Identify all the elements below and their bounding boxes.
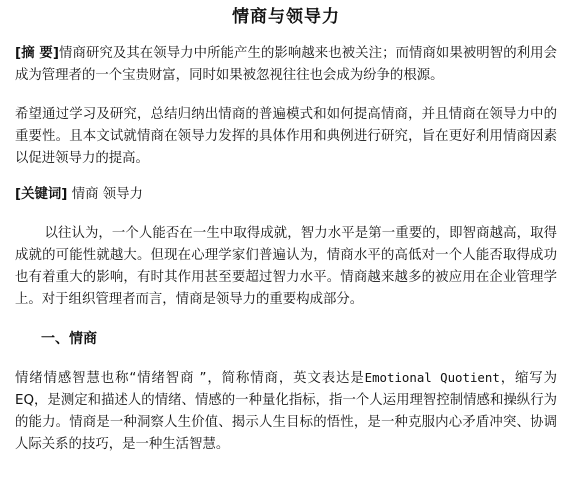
section-1-text-part2: ，缩写为EQ，是测定和描述人的情绪、情感的一种量化指标，指一个人运用理智控制情感和操纵行为的能力。情商是一种洞察人生价值、揭示人生目标的悟性，是一种克服内心矛盾冲突、协调人际关系的技巧，是一种生活智慧。: [15, 371, 557, 452]
section-1-text-part1: 情绪情感智慧也称“情绪智商 ”，简称情商，英文表达是: [15, 371, 365, 386]
purpose-paragraph: 希望通过学习及研究，总结归纳出情商的普遍模式和如何提高情商，并且情商在领导力中的重要性。且本文试就情商在领导力发挥的具体作用和典例进行研究，旨在更好利用情商因素以促进领导力的提高。: [15, 107, 557, 166]
abstract-paragraph: [15, 43, 557, 87]
document-title: 情商与领导力: [232, 7, 340, 27]
abstract-label: [摘 要]: [15, 46, 59, 61]
paragraph-spacer: [15, 350, 557, 367]
keywords-label: [关键词]: [15, 187, 68, 202]
keywords-paragraph: [15, 184, 557, 206]
section-1-english-term: Emotional Quotient: [364, 370, 500, 385]
paragraph-spacer: [15, 170, 557, 184]
keywords-text: 情商 领导力: [71, 187, 143, 202]
section-heading-emotional-quotient: 一、情商: [41, 331, 97, 347]
intro-paragraph: 以往认为，一个人能否在一生中取得成就，智力水平是第一重要的，即智商越高，取得成就的可能性就越大。但现在心理学家们普遍认为，情商水平的高低对一个人能否取得成功也有着重大的影响，有时其作用甚至要超过智力水平。情商越来越多的被应用在企业管理学上。对于组织管理者而言，情商是领导力的重要构成部分。: [15, 226, 557, 307]
paragraph-spacer: [15, 87, 557, 104]
paragraph-spacer: [15, 311, 557, 328]
section-1-paragraph: [15, 367, 557, 456]
paragraph-spacer: [15, 206, 557, 223]
abstract-text: 情商研究及其在领导力中所能产生的影响越来也被关注；而情商如果被明智的利用会成为管理者的一个宝贵财富，同时如果被忽视往往也会成为纷争的根源。: [15, 46, 557, 83]
